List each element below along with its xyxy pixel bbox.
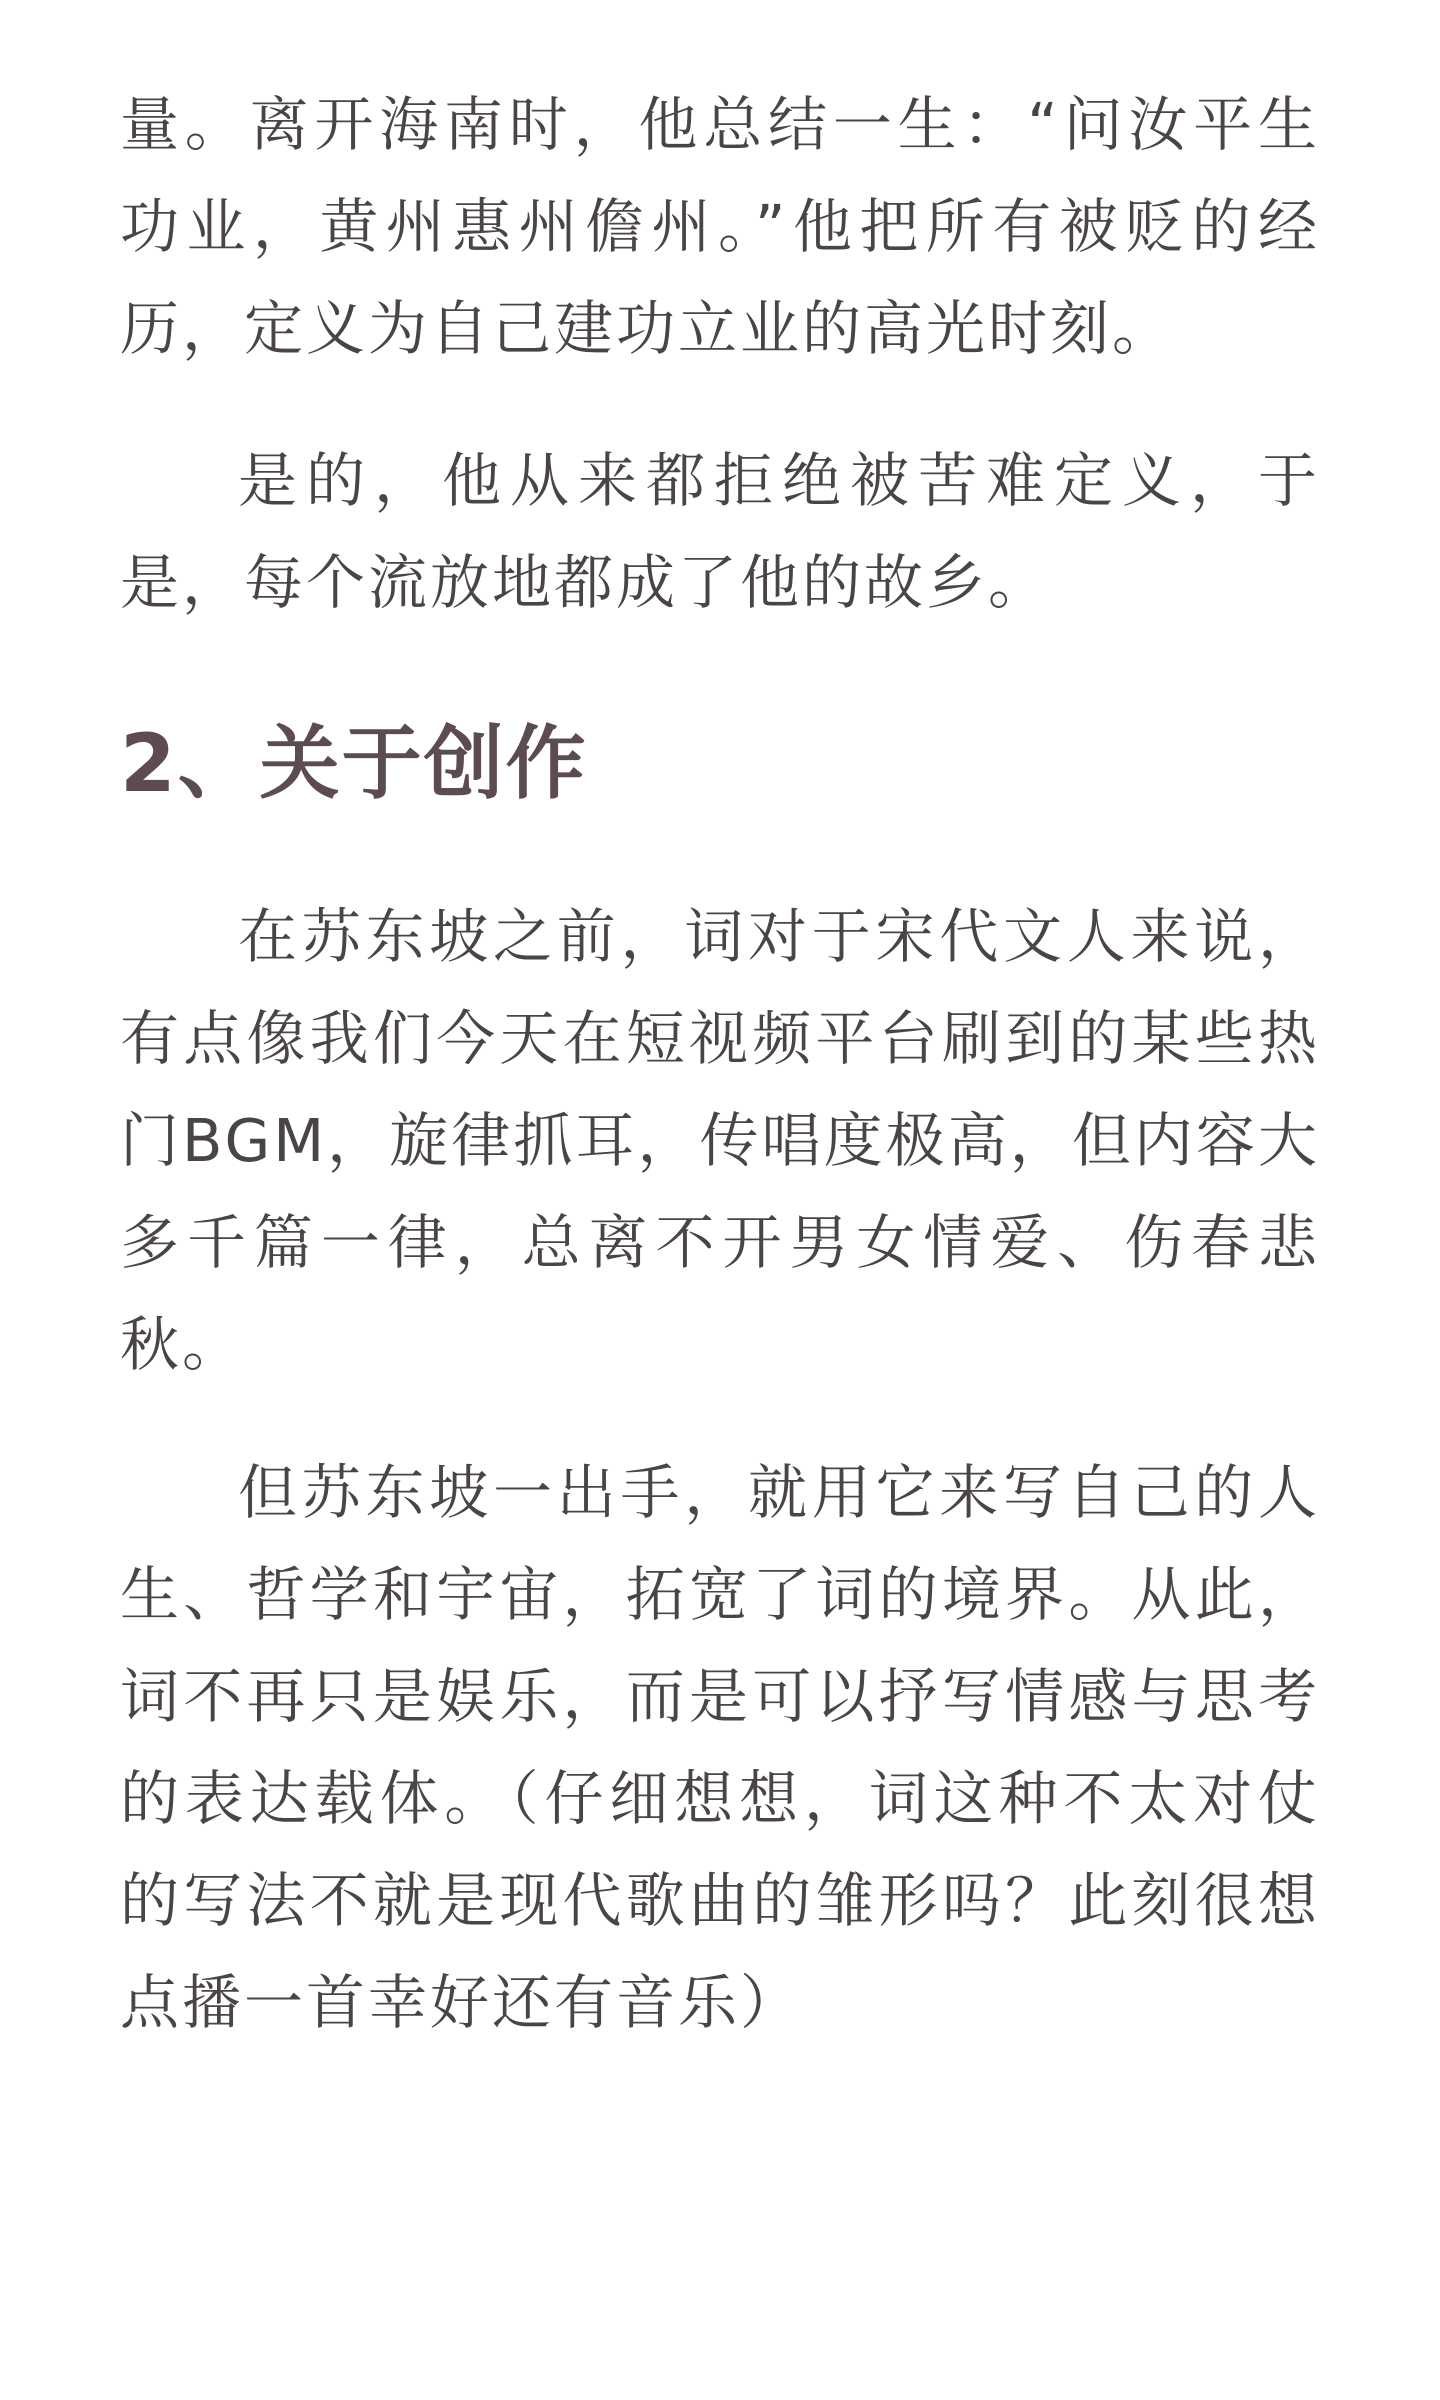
paragraph-exile: 是的，他从来都拒绝被苦难定义，于是，每个流放地都成了他的故乡。	[120, 446, 1320, 617]
paragraph-ci-after: 但苏东坡一出手，就用它来写自己的人生、哲学和宇宙，拓宽了词的境界。从此，词不再只是娱乐，而是可以抒写情感与思考的表达载体。（仔细想想，词这种不太对仗的写法不就是现代歌曲的雏形吗？此刻很想点播一首幸好还有音乐）	[120, 1458, 1320, 2037]
paragraph-ci-before: 在苏东坡之前，词对于宋代文人来说，有点像我们今天在短视频平台刷到的某些热门BGM，旋律抓耳，传唱度极高，但内容大多千篇一律，总离不开男女情爱、伤春悲秋。	[120, 902, 1320, 1379]
section-heading: 2、关于创作	[120, 717, 588, 810]
paragraph-summary: 量。离开海南时，他总结一生：“问汝平生功业，黄州惠州儋州。”他把所有被贬的经历，定义为自己建功立业的高光时刻。	[120, 90, 1320, 363]
